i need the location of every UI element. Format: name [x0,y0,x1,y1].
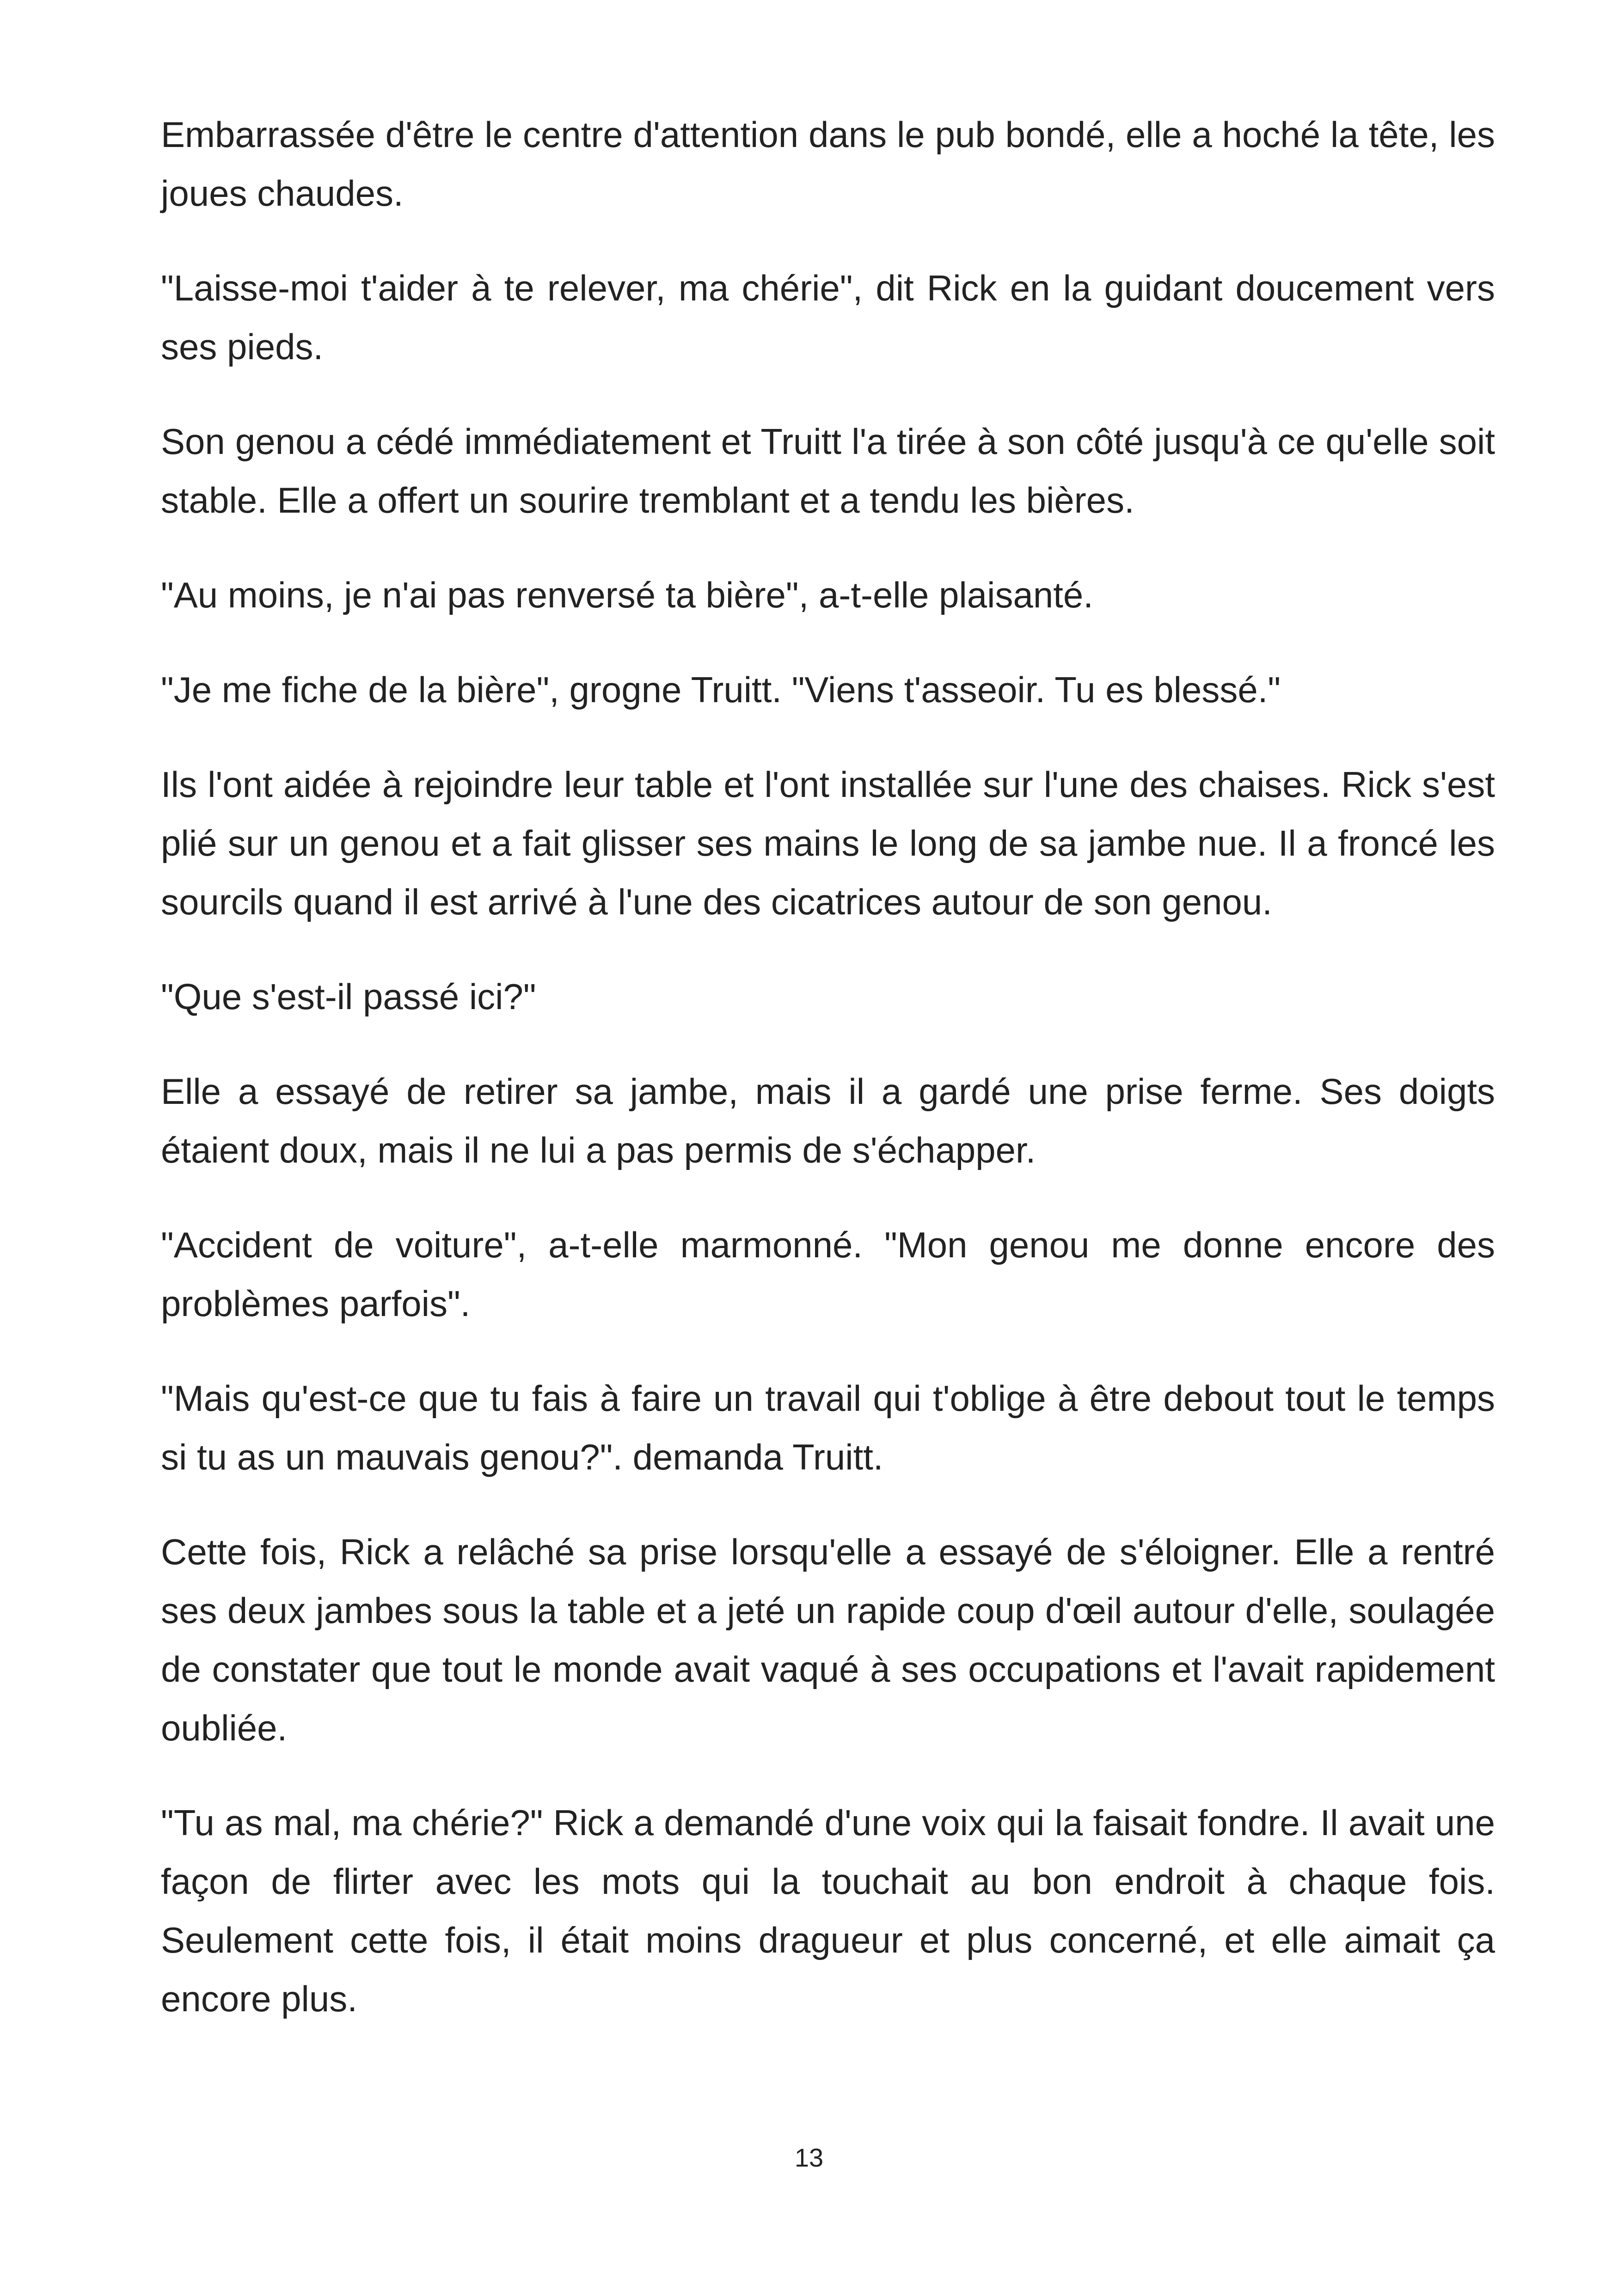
paragraph-3: Son genou a cédé immédiatement et Truitt l'a tirée à son côté jusqu'à ce qu'elle soit stable. Elle a offert un sourire tremblant et a tendu les bières. [161,421,1495,520]
paragraph-8: Elle a essayé de retirer sa jambe, mais il a gardé une prise ferme. Ses doigts étaient doux, mais il ne lui a pas permis de s'échapper. [161,1071,1495,1170]
paragraph-2: "Laisse-moi t'aider à te relever, ma chérie", dit Rick en la guidant doucement vers ses pieds. [161,268,1495,367]
page-body [161,105,1495,2064]
paragraph-10: "Mais qu'est-ce que tu fais à faire un travail qui t'oblige à être debout tout le temps si tu as un mauvais genou?". demanda Truitt. [161,1378,1495,1477]
paragraph-7: "Que s'est-il passé ici?" [161,976,536,1017]
paragraph-4: "Au moins, je n'ai pas renversé ta bière", a-t-elle plaisanté. [161,575,1093,615]
paragraph-1: Embarrassée d'être le centre d'attention dans le pub bondé, elle a hoché la tête, les joues chaudes. [161,114,1495,214]
paragraph-5: "Je me fiche de la bière", grogne Truitt. "Viens t'asseoir. Tu es blessé." [161,669,1281,710]
page-number: 13 [794,2143,824,2172]
paragraph-9: "Accident de voiture", a-t-elle marmonné. "Mon genou me donne encore des problèmes parfois". [161,1225,1495,1324]
paragraph-11: Cette fois, Rick a relâché sa prise lorsqu'elle a essayé de s'éloigner. Elle a rentré ses deux jambes sous la table et a jeté un rapide coup d'œil autour d'elle, soulagée de constater que tout le monde avait vaqué à ses occupations et l'avait rapidement oubliée. [161,1531,1495,1748]
paragraph-12: "Tu as mal, ma chérie?" Rick a demandé d'une voix qui la faisait fondre. Il avait une façon de flirter avec les mots qui la touchait au bon endroit à chaque fois. Seulement cette fois, il était moins dragueur et plus concerné, et elle aimait ça encore plus. [161,1802,1495,2019]
paragraph-6: Ils l'ont aidée à rejoindre leur table et l'ont installée sur l'une des chaises. Rick s'est plié sur un genou et a fait glisser ses mains le long de sa jambe nue. Il a froncé les sourcils quand il est arrivé à l'une des cicatrices autour de son genou. [161,764,1495,922]
